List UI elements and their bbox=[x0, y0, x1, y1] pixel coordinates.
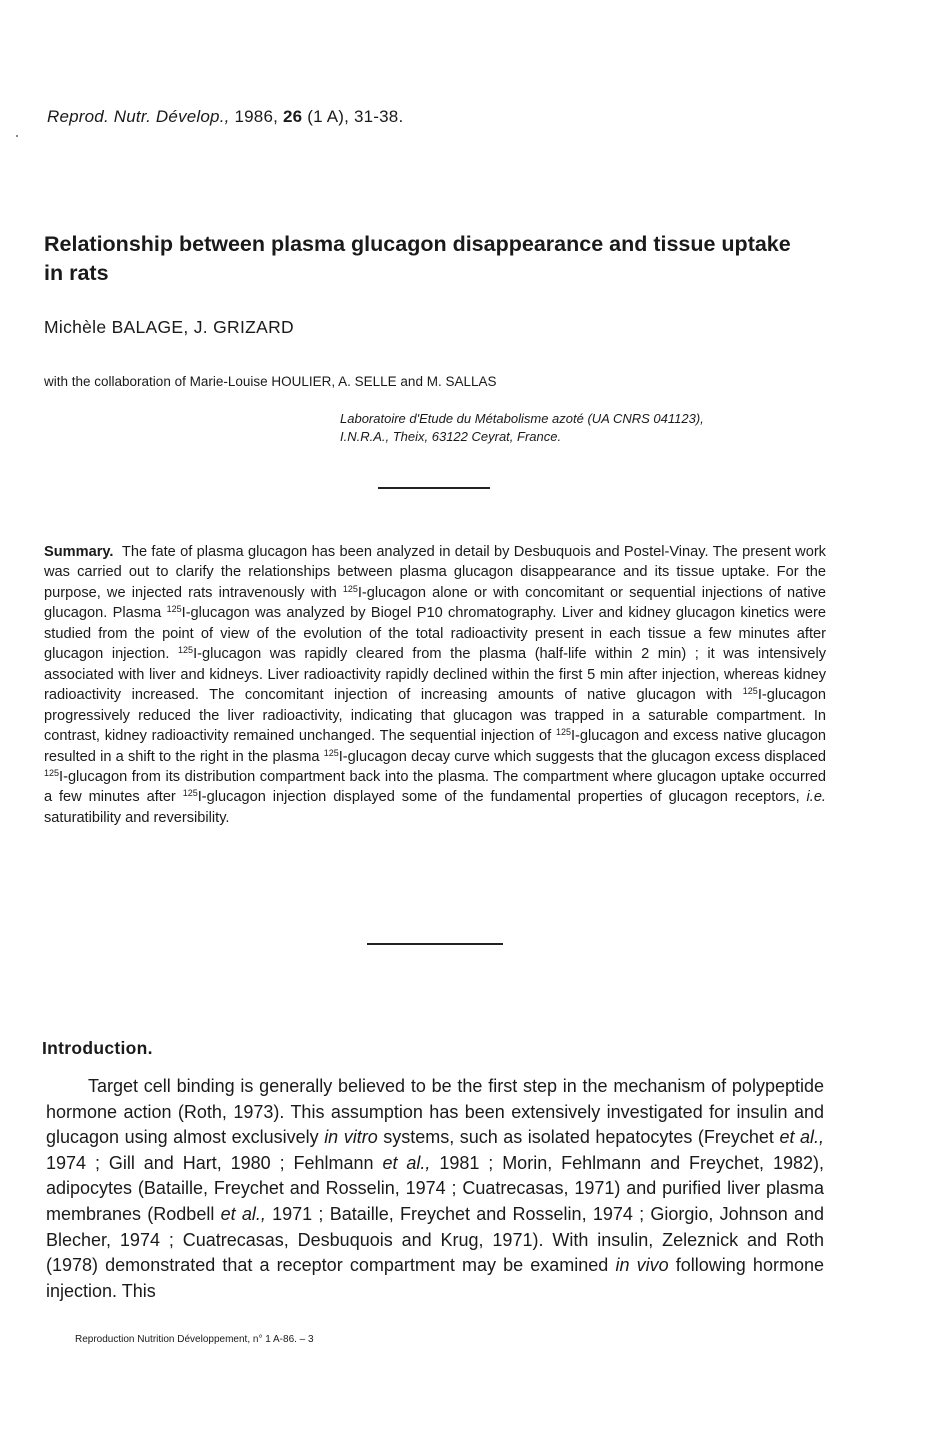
affiliation bbox=[340, 410, 704, 446]
isotope-superscript: 125 bbox=[44, 767, 60, 778]
paper-title: Relationship between plasma glucagon disappearance and tissue uptake in rats bbox=[44, 232, 791, 285]
isotope-superscript: 125 bbox=[178, 645, 194, 656]
summary-text: I-glucagon decay curve which suggests that the glucagon excess displaced bbox=[338, 748, 826, 765]
intro-italic: in vivo bbox=[615, 1255, 669, 1276]
isotope-superscript: 125 bbox=[182, 788, 198, 799]
intro-text: systems, such as isolated hepatocytes (Freychet bbox=[383, 1127, 774, 1148]
summary-italic: i.e. bbox=[806, 789, 826, 806]
section-divider-bottom bbox=[367, 943, 503, 945]
journal-issue-pages: (1 A), 31-38. bbox=[307, 107, 404, 126]
intro-italic: et al., bbox=[382, 1152, 431, 1173]
journal-volume: 26 bbox=[282, 107, 303, 126]
summary-paragraph bbox=[44, 542, 826, 828]
affiliation-line-1: Laboratoire d'Etude du Métabolisme azoté (UA CNRS 041123), bbox=[340, 411, 704, 426]
isotope-superscript: 125 bbox=[323, 747, 339, 758]
isotope-superscript: 125 bbox=[166, 604, 182, 615]
intro-italic: et al., bbox=[779, 1127, 824, 1148]
summary-text: I-glucagon alone or with concomitant or sequential injections of native glucagon. Plasma bbox=[44, 584, 826, 622]
intro-italic: in vitro bbox=[324, 1127, 378, 1148]
summary-text: I-glucagon was analyzed by Biogel P10 chromatography. Liver and kidney glucagon kinetics were studied from the point of view of the evolution of the total radioactivity present in each tissue a few minutes after glucagon injection. bbox=[44, 605, 827, 663]
summary-text: I-glucagon injection displayed some of the fundamental properties of glucagon receptors, bbox=[197, 789, 800, 806]
intro-text: 1974 ; Gill and Hart, 1980 ; Fehlmann bbox=[46, 1152, 374, 1173]
collaborators: with the collaboration of Marie-Louise HOULIER, A. SELLE and M. SALLAS bbox=[44, 374, 497, 389]
isotope-superscript: 125 bbox=[342, 583, 358, 594]
journal-year: 1986, bbox=[234, 107, 279, 126]
intro-text: 1971 ; Bataille, Freychet and Rosselin, 1974 ; Giorgio, Johnson and Blecher, 1974 ; Cuatrecasas, Desbuquois and Krug, 1971). With insulin, Zeleznick and Roth (1978) demonstrated that a receptor compartment may be examined bbox=[46, 1203, 824, 1276]
affiliation-line-2: I.N.R.A., Theix, 63122 Ceyrat, France. bbox=[340, 429, 562, 444]
intro-italic: et al., bbox=[220, 1203, 266, 1224]
summary-text: I-glucagon and excess native glucagon resulted in a shift to the right in the plasma bbox=[44, 728, 826, 765]
intro-text: following hormone injection. This bbox=[46, 1255, 824, 1301]
isotope-superscript: 125 bbox=[742, 686, 758, 697]
journal-citation bbox=[47, 107, 403, 127]
summary-text: saturatibility and reversibility. bbox=[44, 809, 230, 826]
intro-text: 1981 ; Morin, Fehlmann and Freychet, 1982), adipocytes (Bataille, Freychet and Rosselin, 1974 ; Cuatrecasas, 1971) and purified liver plasma membranes (Rodbell bbox=[46, 1152, 824, 1224]
summary-text: The fate of plasma glucagon has been analyzed in detail by Desbuquois and Postel-Vinay. The present work was carried out to clarify the relationships between plasma glucagon disappearance and its tissue uptake. For the purpose, we injected rats intravenously with bbox=[44, 544, 826, 601]
summary-text: I-glucagon was rapidly cleared from the plasma (half-life within 2 min) ; it was intensively associated with liver and kidneys. Liver radioactivity rapidly declined within the first 5 min after injection, whereas kidney radioactivity increased. The concomitant injection of increasing amounts of native glucagon with bbox=[44, 646, 826, 704]
authors: Michèle BALAGE, J. GRIZARD bbox=[44, 317, 294, 337]
isotope-superscript: 125 bbox=[555, 727, 571, 738]
introduction-heading: Introduction. bbox=[42, 1038, 153, 1058]
introduction-paragraph bbox=[46, 1074, 824, 1304]
summary-text: I-glucagon from its distribution compartment back into the plasma. The compartment where glucagon uptake occurred a few minutes after bbox=[44, 768, 826, 806]
intro-text: Target cell binding is generally believed to be the first step in the mechanism of polypeptide hormone action (Roth, 1973). This assumption has been extensively investigated for insulin and glucagon using almost exclusively bbox=[46, 1076, 824, 1148]
scan-speck bbox=[16, 135, 18, 137]
summary-label: Summary. bbox=[44, 544, 114, 560]
summary-text: I-glucagon progressively reduced the liver radioactivity, indicating that glucagon was trapped in a saturable compartment. In contrast, kidney radioactivity remained unchanged. The sequential injection of bbox=[44, 687, 826, 745]
journal-name: Reprod. Nutr. Dévelop., bbox=[47, 107, 230, 126]
page-footer: Reproduction Nutrition Développement, n° 1 A-86. – 3 bbox=[75, 1334, 314, 1345]
section-divider-top bbox=[378, 487, 490, 489]
